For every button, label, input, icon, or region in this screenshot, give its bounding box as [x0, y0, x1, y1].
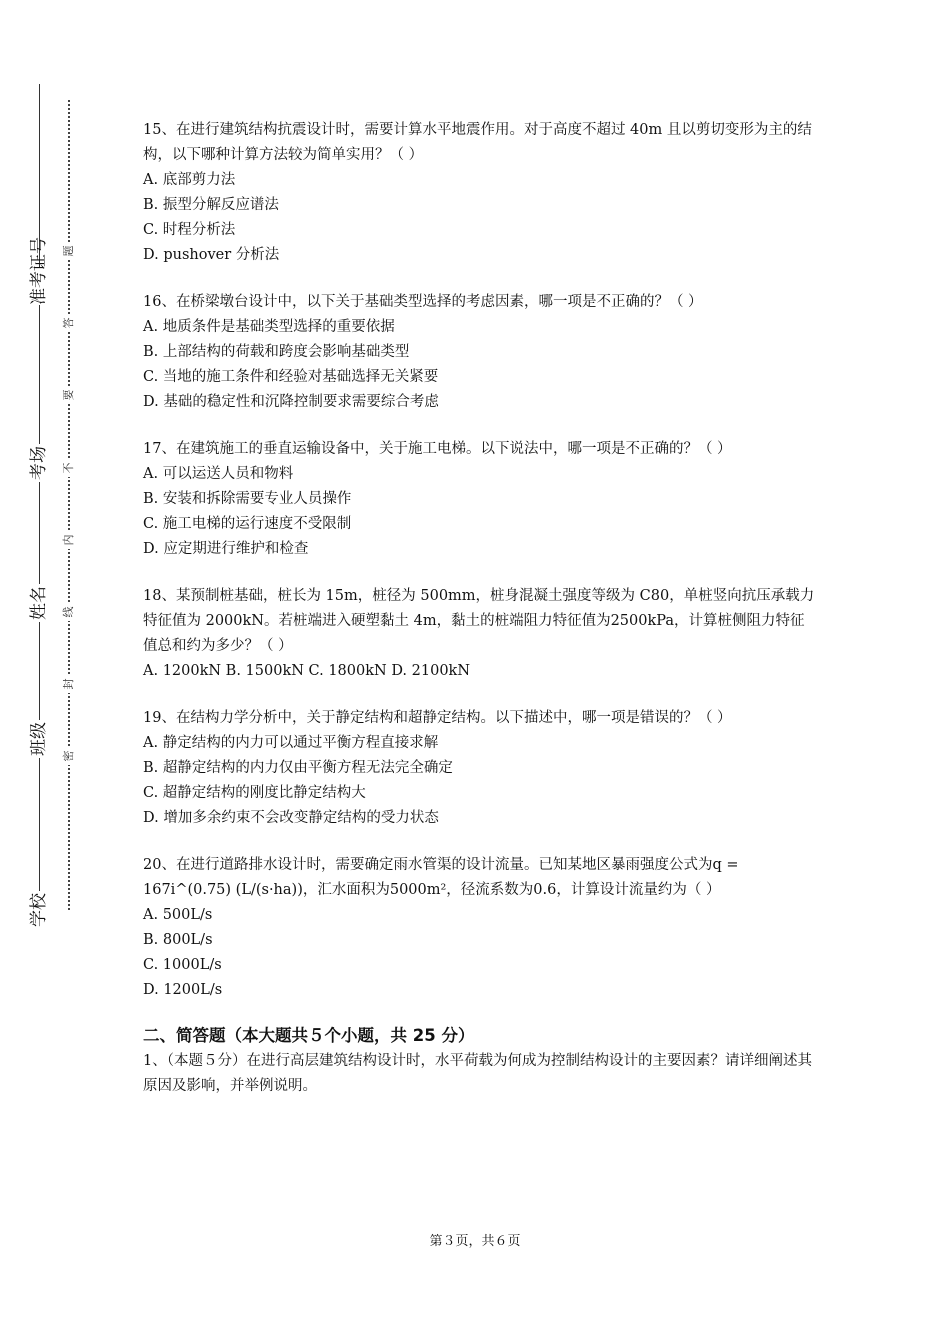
option: D. pushover 分析法 — [143, 247, 280, 263]
question-19 — [143, 706, 815, 831]
question-17 — [143, 437, 815, 562]
option: B. 振型分解反应谱法 — [143, 197, 279, 213]
binding-margin — [0, 0, 90, 1344]
question-stem: 15、在进行建筑结构抗震设计时，需要计算水平地震作用。对于高度不超过 40m 且以剪切变形为主的结构，以下哪种计算方法较为简单实用？（ ） — [143, 122, 812, 163]
field-exam-room: 考场 — [29, 446, 49, 480]
exam-content — [143, 118, 815, 1099]
option: D. 增加多余约束不会改变静定结构的受力状态 — [143, 810, 439, 826]
option: A. 500L/s — [143, 907, 213, 923]
seal-char: 封 — [62, 675, 76, 693]
option: B. 上部结构的荷载和跨度会影响基础类型 — [143, 344, 410, 360]
question-18 — [143, 584, 815, 684]
option: C. 超静定结构的刚度比静定结构大 — [143, 785, 366, 801]
option: D. 应定期进行维护和检查 — [143, 541, 309, 557]
option: C. 施工电梯的运行速度不受限制 — [143, 516, 352, 532]
seal-char: 密 — [62, 747, 76, 765]
question-stem: 20、在进行道路排水设计时，需要确定雨水管渠的设计流量。已知某地区暴雨强度公式为q = 167i^(0.75) (L/(s·ha))，汇水面积为5000m²，径流系数为0.6，计算设计流量约为（ ） — [143, 857, 744, 898]
option: D. 基础的稳定性和沉降控制要求需要综合考虑 — [143, 394, 439, 410]
field-name: 姓名 — [29, 586, 49, 620]
question-stem: 16、在桥梁墩台设计中，以下关于基础类型选择的考虑因素，哪一项是不正确的？（ ） — [143, 294, 703, 310]
option: C. 当地的施工条件和经验对基础选择无关紧要 — [143, 369, 439, 385]
option: C. 时程分析法 — [143, 222, 236, 238]
seal-char: 题 — [62, 242, 76, 260]
seal-char: 不 — [62, 459, 76, 477]
field-exam-number: 准考证号 — [29, 237, 49, 305]
field-class: 班级 — [29, 722, 49, 756]
option: A. 地质条件是基础类型选择的重要依据 — [143, 319, 395, 335]
option: B. 800L/s — [143, 932, 213, 948]
page-footer: 第３页，共６页 — [429, 1234, 521, 1249]
option: D. 1200L/s — [143, 982, 223, 998]
option: B. 安装和拆除需要专业人员操作 — [143, 491, 352, 507]
option: C. 1000L/s — [143, 957, 222, 973]
seal-dotted-line — [68, 100, 70, 910]
option: A. 1200kN B. 1500kN C. 1800kN D. 2100kN — [143, 663, 471, 679]
option: A. 静定结构的内力可以通过平衡方程直接求解 — [143, 735, 439, 751]
option: A. 可以运送人员和物料 — [143, 466, 294, 482]
question-stem: 17、在建筑施工的垂直运输设备中，关于施工电梯。以下说法中，哪一项是不正确的？（ ） — [143, 441, 732, 457]
option: B. 超静定结构的内力仅由平衡方程无法完全确定 — [143, 760, 453, 776]
question-16 — [143, 290, 815, 415]
field-school: 学校 — [29, 893, 49, 927]
short-answer-question-1: 1、（本题５分）在进行高层建筑结构设计时，水平荷载为何成为控制结构设计的主要因素？请详细阐述其原因及影响，并举例说明。 — [143, 1053, 812, 1094]
seal-char: 内 — [62, 531, 76, 549]
seal-char: 答 — [62, 314, 76, 332]
seal-char: 要 — [62, 386, 76, 404]
section-title: 二、简答题（本大题共５个小题，共 25 分） — [143, 1026, 475, 1045]
seal-char: 线 — [62, 603, 76, 621]
question-stem: 19、在结构力学分析中，关于静定结构和超静定结构。以下描述中，哪一项是错误的？（ ） — [143, 710, 732, 726]
option: A. 底部剪力法 — [143, 172, 236, 188]
question-15 — [143, 118, 815, 268]
question-20 — [143, 853, 815, 1003]
question-stem: 18、某预制桩基础，桩长为 15m，桩径为 500mm，桩身混凝土强度等级为 C80，单桩竖向抗压承载力特征值为 2000kN。若桩端进入硬塑黏土 4m，黏土的桩端阻力特征值为2500kPa，计算桩侧阻力特征值总和约为多少？（ ） — [143, 588, 815, 654]
binding-solid-line — [39, 84, 40, 924]
